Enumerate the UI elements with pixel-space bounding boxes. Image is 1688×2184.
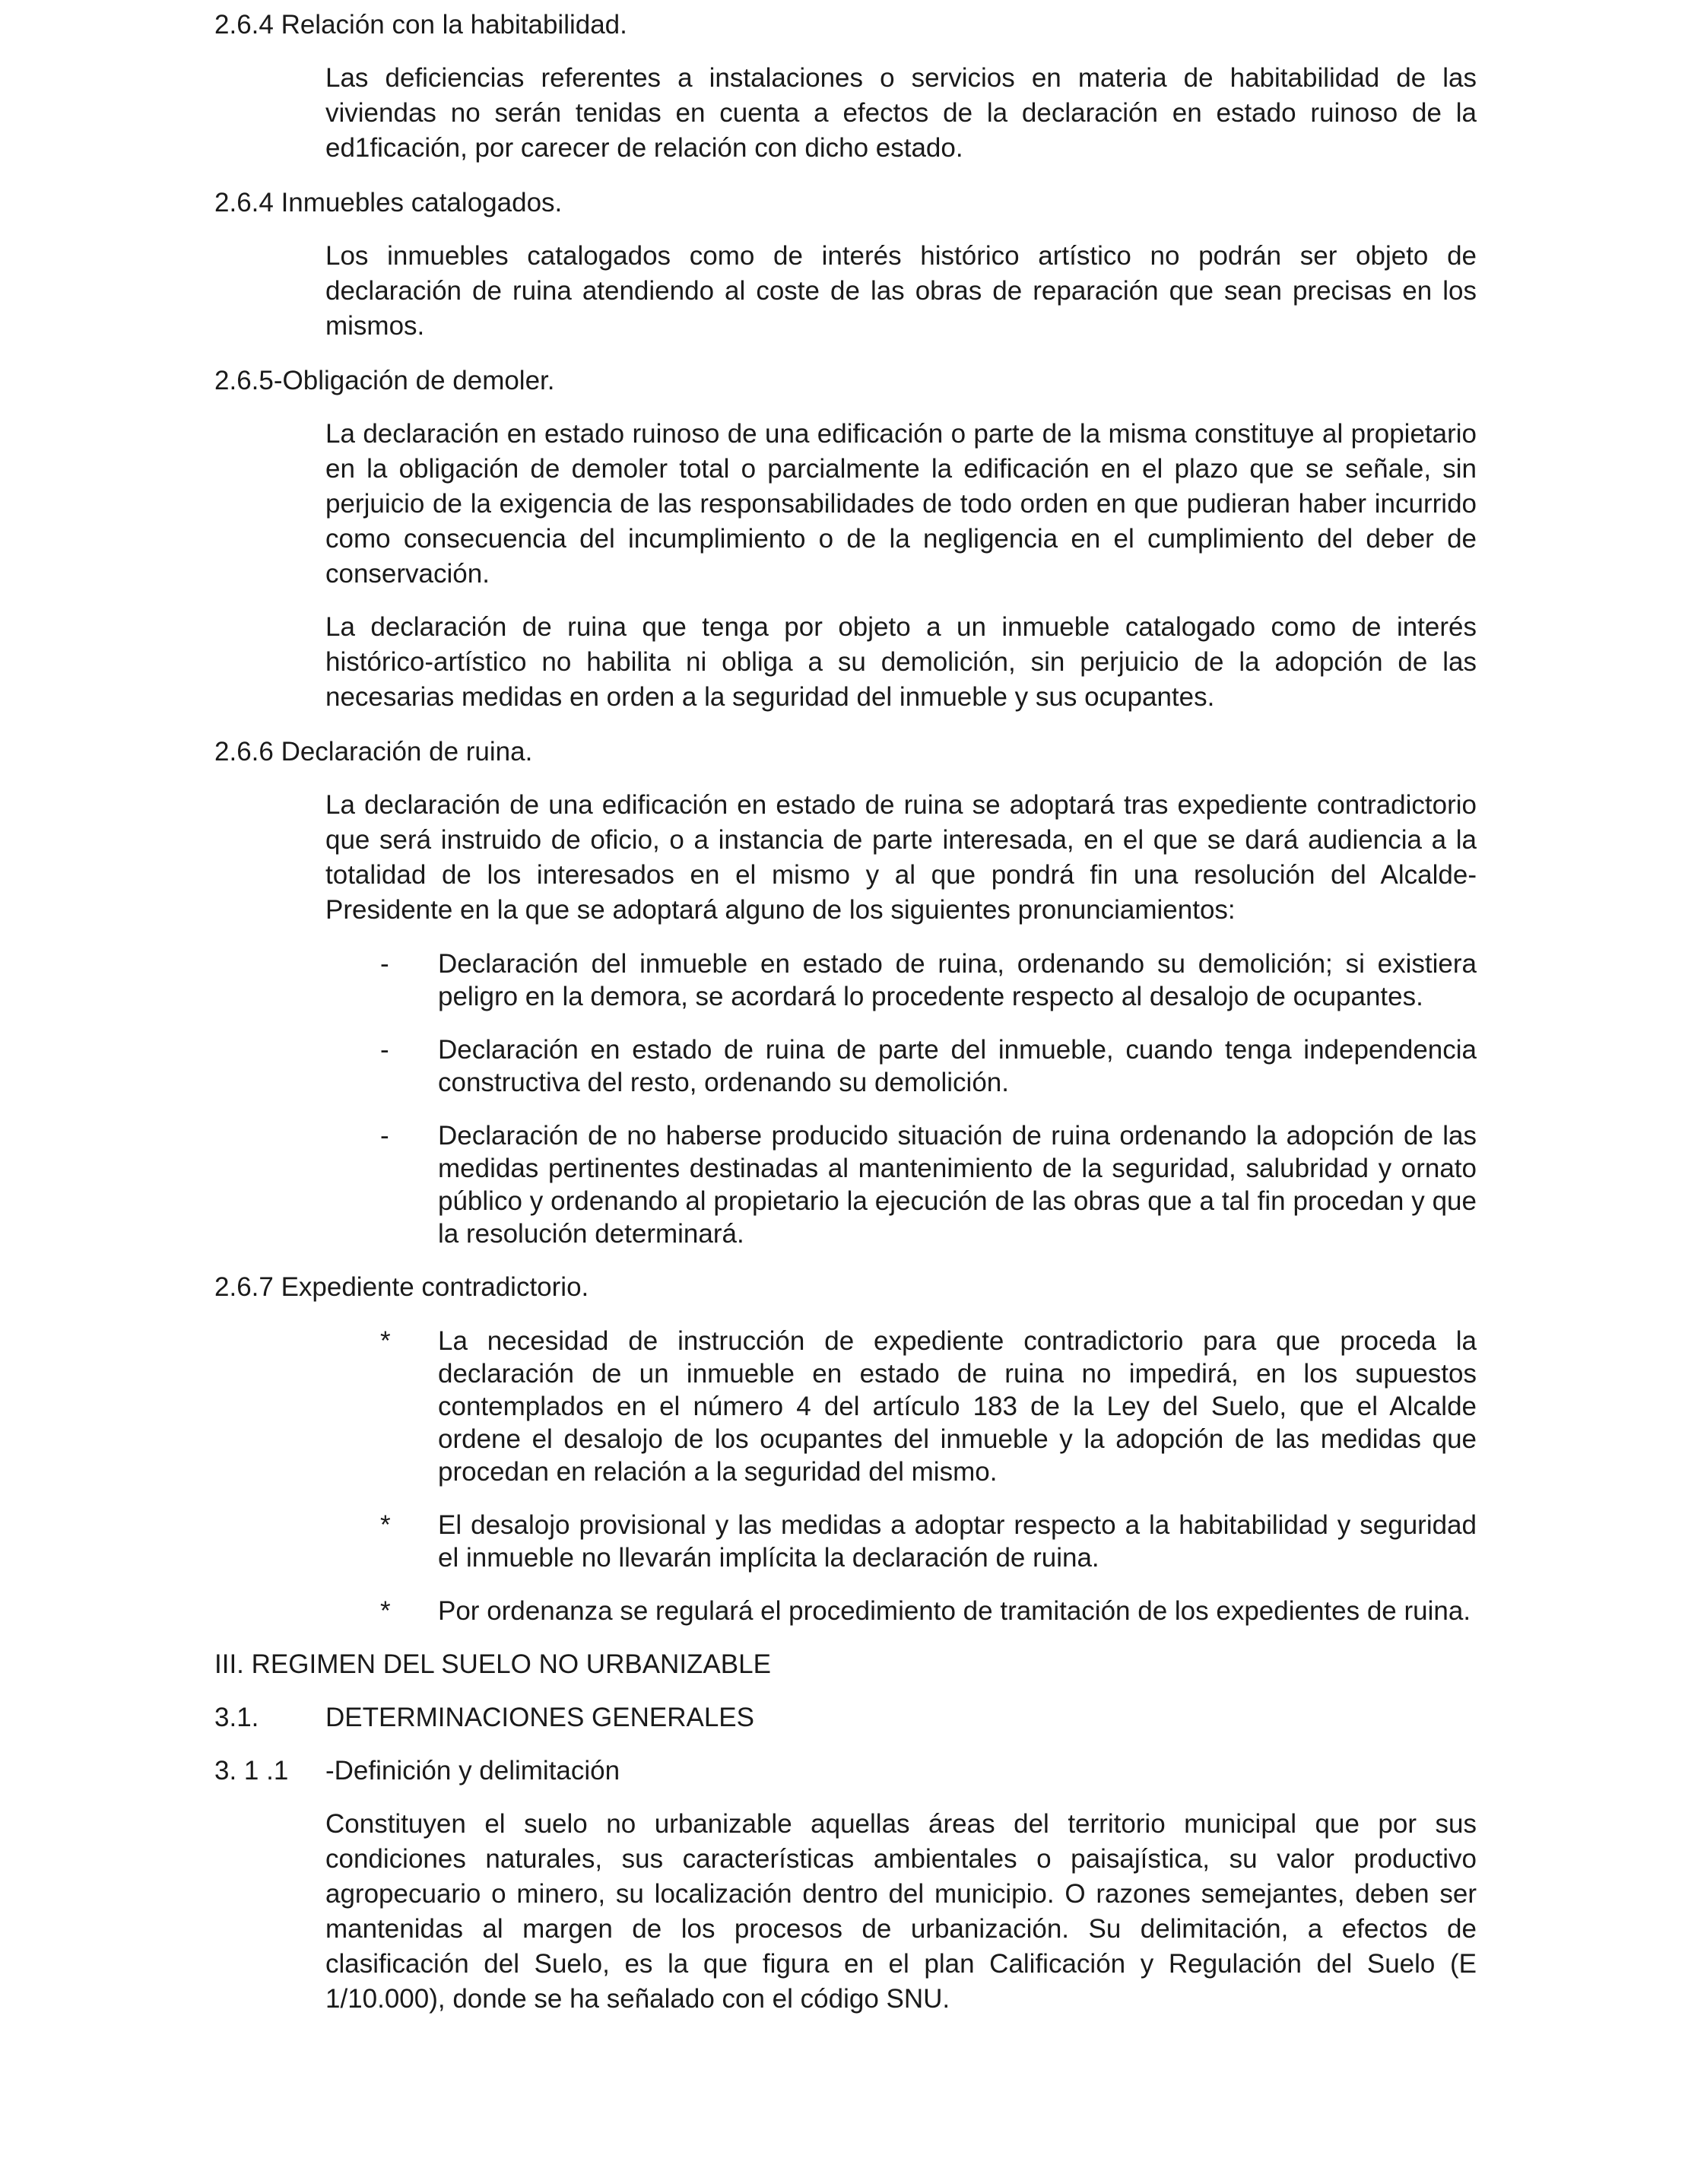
dash-marker: -	[380, 1035, 389, 1065]
list-item-text: Declaración en estado de ruina de parte del inmueble, cuando tenga independencia constructiva del resto, ordenando su demolición.	[438, 1035, 1477, 1097]
list-item-text: Por ordenanza se regulará el procedimiento de tramitación de los expedientes de ruina.	[438, 1596, 1471, 1626]
asterisk-marker: *	[380, 1596, 391, 1626]
chapter-heading-iii: III. REGIMEN DEL SUELO NO URBANIZABLE	[214, 1649, 771, 1679]
subsection-heading-3-1	[214, 1700, 1477, 1735]
list-item-text: Declaración de no haberse producido situación de ruina ordenando la adopción de las medidas pertinentes destinadas al mantenimiento de la seguridad, salubridad y ornato público y ordenando al propietario la ejecución de las obras que a tal fin procedan y que la resolución determinará.	[438, 1121, 1477, 1249]
paragraph: Las deficiencias referentes a instalaciones o servicios en materia de habitabilidad de las viviendas no serán tenidas en cuenta a efectos de la declaración en estado ruinoso de la ed1ficación, por carecer de relación con dicho estado.	[325, 63, 1477, 163]
dash-marker: -	[380, 1121, 389, 1151]
asterisk-marker: *	[380, 1510, 391, 1540]
dash-list	[214, 948, 1477, 1250]
section-heading-2-6-7: 2.6.7 Expediente contradictorio.	[214, 1272, 589, 1302]
document-page	[214, 8, 1477, 2017]
asterisk-list	[214, 1325, 1477, 1627]
list-item	[214, 948, 1477, 1013]
list-item	[214, 1033, 1477, 1099]
list-item-text: El desalojo provisional y las medidas a adoptar respecto a la habitabilidad y seguridad el inmueble no llevarán implícita la declaración de ruina.	[438, 1510, 1477, 1573]
subsection-heading-3-1-1	[214, 1754, 1477, 1789]
list-item	[214, 1119, 1477, 1250]
list-item-text: Declaración del inmueble en estado de ruina, ordenando su demolición; si existiera peligro en la demora, se acordará lo procedente respecto al desalojo de ocupantes.	[438, 949, 1477, 1011]
section-heading-2-6-4-catalogados: 2.6.4 Inmuebles catalogados.	[214, 188, 563, 217]
asterisk-marker: *	[380, 1326, 391, 1356]
list-item	[214, 1509, 1477, 1574]
paragraph: Los inmuebles catalogados como de interés histórico artístico no podrán ser objeto de declaración de ruina atendiendo al coste de las obras de reparación que sean precisas en los mismos.	[325, 241, 1477, 341]
list-item	[214, 1595, 1477, 1627]
subsection-number: 3.1.	[214, 1703, 259, 1732]
subsection-number: 3. 1 .1	[214, 1756, 289, 1786]
paragraph: La declaración de una edificación en estado de ruina se adoptará tras expediente contradictorio que será instruido de oficio, o a instancia de parte interesada, en el que se dará audiencia a la totalidad de los interesados en el mismo y al que pondrá fin una resolución del Alcalde-Presidente en la que se adoptará alguno de los siguientes pronunciamientos:	[325, 790, 1477, 925]
subsection-title: -Definición y delimitación	[325, 1756, 620, 1786]
section-heading-2-6-6: 2.6.6 Declaración de ruina.	[214, 737, 533, 767]
paragraph: Constituyen el suelo no urbanizable aquellas áreas del territorio municipal que por sus condiciones naturales, sus características ambientales o paisajística, su valor productivo agropecuario o minero, su localización dentro del municipio. O razones semejantes, deben ser mantenidas al margen de los procesos de urbanización. Su delimitación, a efectos de clasificación del Suelo, es la que figura en el plan Calificación y Regulación del Suelo (E 1/10.000), donde se ha señalado con el código SNU.	[325, 1809, 1477, 2014]
dash-marker: -	[380, 949, 389, 979]
list-item	[214, 1325, 1477, 1488]
paragraph: La declaración en estado ruinoso de una edificación o parte de la misma constituye al propietario en la obligación de demoler total o parcialmente la edificación en el plazo que se señale, sin perjuicio de la exigencia de las responsabilidades de todo orden en que pudieran haber incurrido como consecuencia del incumplimiento o de la negligencia en el cumplimiento del deber de conservación.	[325, 419, 1477, 589]
paragraph: La declaración de ruina que tenga por objeto a un inmueble catalogado como de interés histórico-artístico no habilita ni obliga a su demolición, sin perjuicio de la adopción de las necesarias medidas en orden a la seguridad del inmueble y sus ocupantes.	[325, 612, 1477, 712]
subsection-title: DETERMINACIONES GENERALES	[325, 1703, 754, 1732]
section-heading-2-6-5: 2.6.5-Obligación de demoler.	[214, 366, 555, 395]
section-heading-2-6-4-habitabilidad: 2.6.4 Relación con la habitabilidad.	[214, 10, 627, 40]
list-item-text: La necesidad de instrucción de expediente contradictorio para que proceda la declaración de un inmueble en estado de ruina no impedirá, en los supuestos contemplados en el número 4 del artículo 183 de la Ley del Suelo, que el Alcalde ordene el desalojo de los ocupantes del inmueble y la adopción de las medidas que procedan en relación a la seguridad del mismo.	[438, 1326, 1477, 1487]
